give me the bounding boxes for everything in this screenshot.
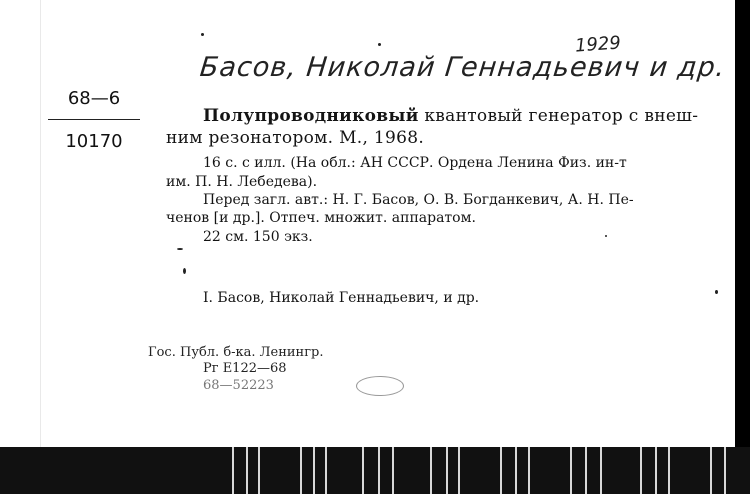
scan-stripe	[724, 447, 726, 494]
shelfmark-bottom: 10170	[65, 131, 123, 152]
scan-stripe	[458, 447, 460, 494]
speck	[177, 248, 183, 250]
speck	[183, 268, 186, 274]
scan-stripe	[246, 447, 248, 494]
scan-stripe	[446, 447, 448, 494]
scan-stripe	[232, 447, 234, 494]
tracing-line: I. Басов, Николай Геннадьевич, и др.	[203, 290, 480, 306]
stamp-line-1: Гос. Публ. б-ка. Ленингр.	[148, 345, 324, 360]
speck	[605, 235, 607, 237]
note-line-2: ченов [и др.]. Отпеч. множит. аппаратом.	[166, 210, 476, 226]
format-line: 22 см. 150 экз.	[203, 229, 313, 245]
title-lead: Полупроводниковый	[203, 106, 419, 126]
handwritten-heading: Басов, Николай Геннадьевич и др.	[198, 52, 727, 83]
scan-stripe	[258, 447, 260, 494]
shelfmark-top: 68—6	[67, 88, 121, 109]
handwritten-year: 1929	[574, 32, 622, 57]
scan-stripe	[600, 447, 602, 494]
scan-stripe	[500, 447, 502, 494]
scan-stripe	[528, 447, 530, 494]
scan-stripe	[325, 447, 327, 494]
scan-stripe	[570, 447, 572, 494]
scan-stripe	[668, 447, 670, 494]
scan-stripe	[430, 447, 432, 494]
title-line-1	[203, 106, 698, 126]
scan-stripe	[655, 447, 657, 494]
collation-line-1: 16 с. с илл. (На обл.: АН СССР. Ордена Ленина Физ. ин-т	[203, 155, 627, 171]
title-line-2: ним резонатором. М., 1968.	[166, 128, 425, 148]
scan-stripe	[362, 447, 364, 494]
scan-stripe	[710, 447, 712, 494]
scan-stripe	[300, 447, 302, 494]
title-rest: квантовый генератор с внеш-	[418, 106, 699, 126]
speck	[201, 33, 204, 36]
faint-stamp-mark	[356, 376, 404, 396]
scan-stripe	[640, 447, 642, 494]
scan-stripe	[392, 447, 394, 494]
note-line-1: Перед загл. авт.: Н. Г. Басов, О. В. Богданкевич, А. Н. Пе-	[203, 192, 634, 208]
scan-stripe	[313, 447, 315, 494]
scan-stripe	[515, 447, 517, 494]
shelfmark-divider	[48, 119, 140, 120]
scan-stripe	[585, 447, 587, 494]
scan-stripe	[378, 447, 380, 494]
stamp-line-3: 68—52223	[203, 378, 274, 393]
collation-line-2: им. П. Н. Лебедева).	[166, 174, 318, 190]
stamp-line-2: Рг Е122—68	[203, 361, 287, 376]
card-edge	[735, 0, 750, 447]
margin-line	[40, 0, 41, 447]
speck	[715, 290, 718, 294]
scan-bottom-strip	[0, 447, 750, 494]
speck	[378, 43, 381, 46]
